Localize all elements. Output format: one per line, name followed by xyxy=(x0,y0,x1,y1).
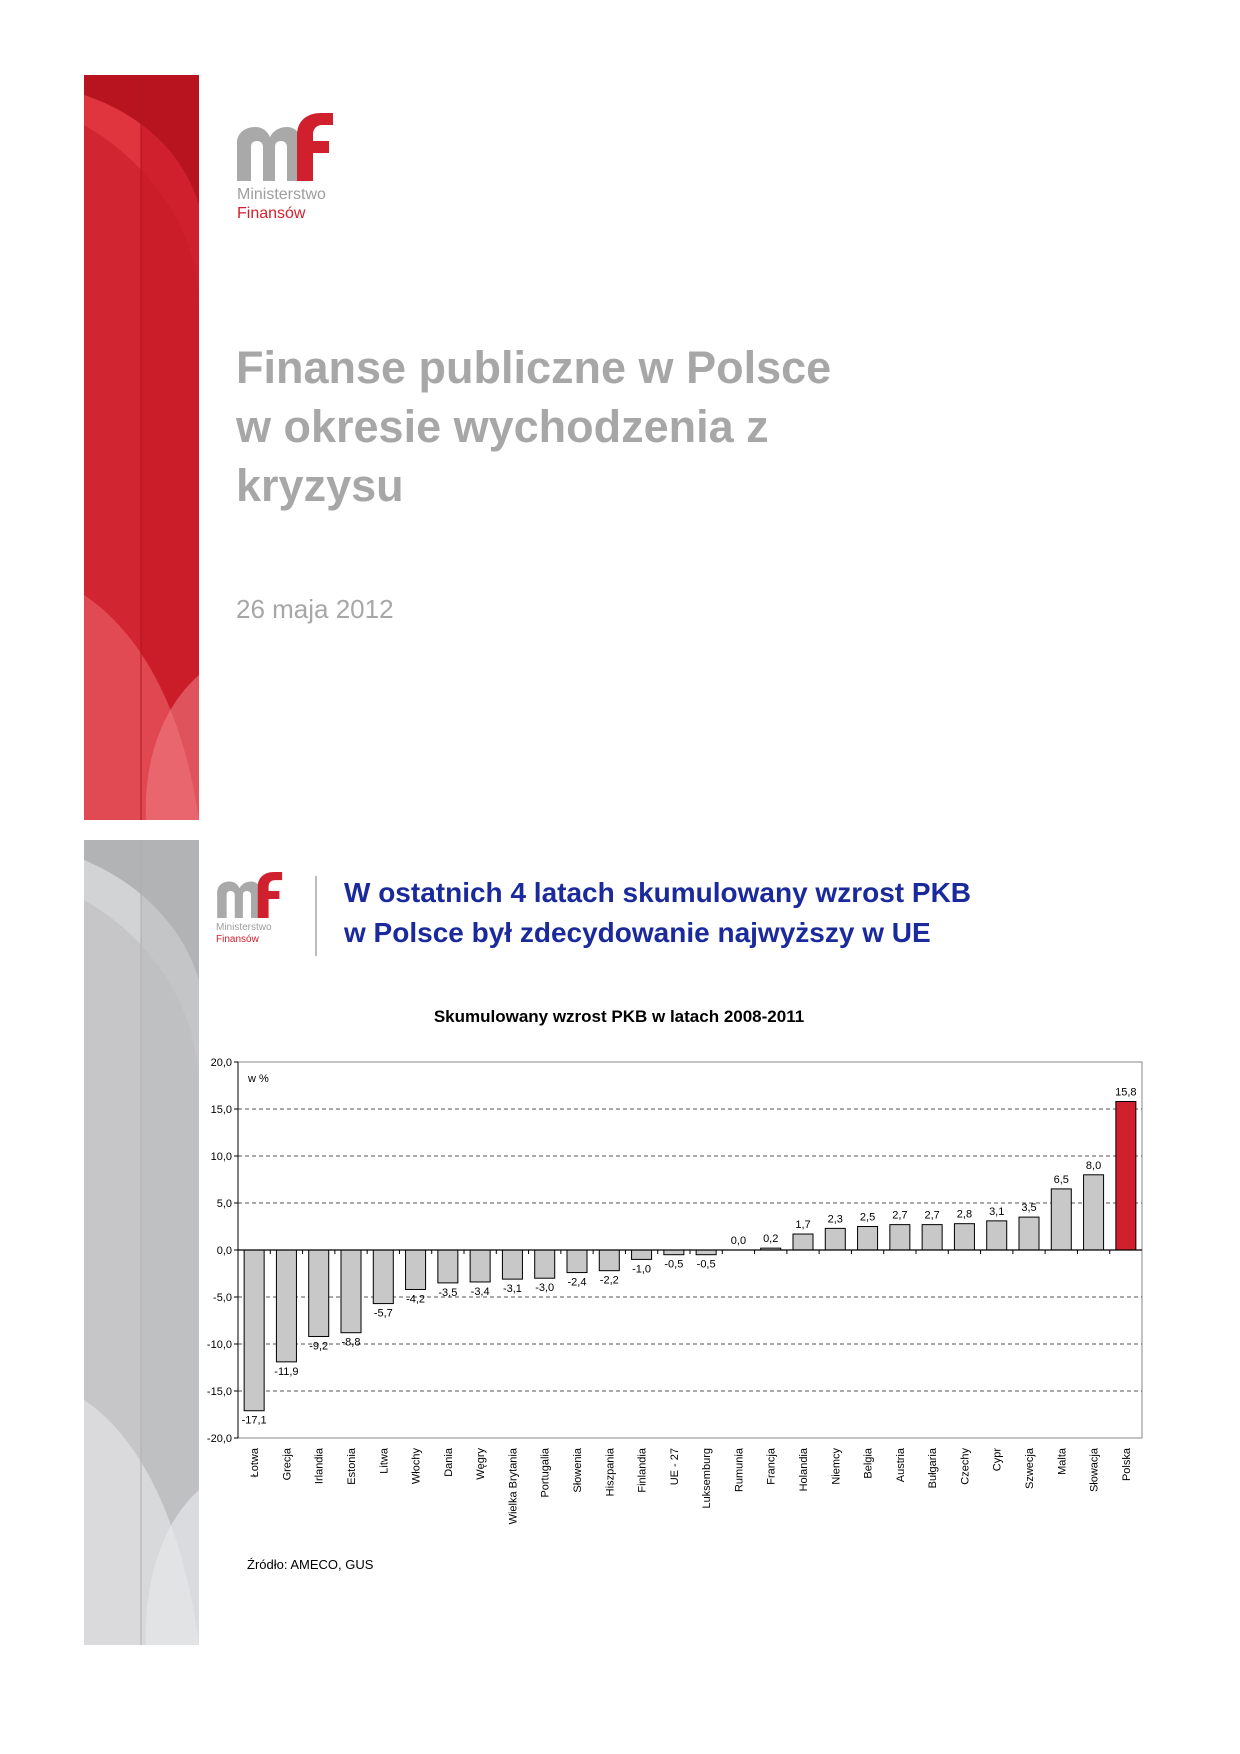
category-label: Litwa xyxy=(378,1448,391,1474)
category-label: Estonia xyxy=(346,1448,358,1485)
category-label: Słowenia xyxy=(572,1448,584,1493)
category-label: Austria xyxy=(894,1448,907,1483)
bar xyxy=(276,1250,296,1362)
value-label: 1,7 xyxy=(795,1219,811,1232)
category-label: Francja xyxy=(765,1448,778,1485)
category-label: Grecja xyxy=(281,1448,294,1481)
bar xyxy=(406,1250,426,1289)
category-label: Malta xyxy=(1056,1448,1069,1475)
y-tick-label: 10,0 xyxy=(210,1151,232,1163)
logo-line1: Ministerstwo xyxy=(216,922,272,933)
logo-line2: Finansów xyxy=(216,934,259,945)
value-label: -3,5 xyxy=(438,1286,458,1299)
value-label: -9,2 xyxy=(309,1340,329,1353)
value-label: 15,8 xyxy=(1115,1086,1137,1099)
y-tick-label: -15,0 xyxy=(206,1386,232,1398)
bar xyxy=(1116,1101,1136,1250)
value-label: -3,0 xyxy=(535,1282,555,1295)
value-label: 0,0 xyxy=(730,1235,747,1247)
y-tick-label: 15,0 xyxy=(210,1104,232,1116)
value-label: -3,1 xyxy=(502,1283,522,1296)
bar xyxy=(987,1221,1007,1250)
category-label: Irlandia xyxy=(313,1448,326,1485)
category-label: Włochy xyxy=(410,1448,423,1485)
value-label: -2,2 xyxy=(599,1274,619,1287)
logo-line1: Ministerstwo xyxy=(237,186,326,203)
bar xyxy=(954,1224,974,1250)
value-label: 2,7 xyxy=(892,1209,908,1222)
bar xyxy=(922,1225,942,1250)
bar xyxy=(599,1250,619,1271)
category-label: Polska xyxy=(1120,1448,1133,1482)
bar xyxy=(890,1225,910,1250)
bar xyxy=(567,1250,587,1273)
bar xyxy=(1051,1189,1071,1250)
bar xyxy=(309,1250,329,1336)
category-label: Portugalia xyxy=(539,1448,552,1498)
bar xyxy=(696,1250,716,1255)
red-band-graphic xyxy=(84,75,199,820)
category-label: Belgia xyxy=(862,1448,875,1479)
value-label: -1,0 xyxy=(632,1263,652,1276)
bar xyxy=(858,1227,878,1251)
value-label: 2,8 xyxy=(956,1208,973,1221)
value-label: -2,4 xyxy=(567,1276,587,1289)
value-label: -8,8 xyxy=(341,1336,361,1349)
bar xyxy=(502,1250,522,1279)
title-line: w okresie wychodzenia z xyxy=(236,401,769,452)
value-label: 0,2 xyxy=(763,1233,779,1246)
value-label: 2,3 xyxy=(827,1213,843,1226)
y-tick-label: 5,0 xyxy=(216,1198,232,1210)
gdp-growth-bar-chart xyxy=(194,1050,1154,1560)
category-label: Słowacja xyxy=(1088,1448,1101,1493)
category-label: Holandia xyxy=(798,1448,810,1492)
category-label: UE - 27 xyxy=(668,1448,681,1486)
y-tick-label: -5,0 xyxy=(213,1292,232,1304)
category-label: Węgry xyxy=(475,1448,488,1480)
value-label: -3,4 xyxy=(470,1285,490,1298)
category-label: Wielka Brytania xyxy=(507,1448,520,1525)
y-tick-label: -20,0 xyxy=(206,1433,232,1445)
chart-slide xyxy=(84,840,1154,1645)
category-label: Niemcy xyxy=(830,1448,843,1485)
title-line: kryzysu xyxy=(236,460,404,511)
title-line: W ostatnich 4 latach skumulowany wzrost PKB xyxy=(344,877,972,908)
logo-line2: Finansów xyxy=(237,205,306,222)
bar xyxy=(1019,1217,1039,1250)
bar xyxy=(244,1250,264,1411)
value-label: 2,5 xyxy=(859,1211,876,1224)
red-side-band xyxy=(84,75,199,820)
grey-band-graphic xyxy=(84,840,199,1645)
bar xyxy=(825,1228,845,1250)
category-label: Bułgaria xyxy=(927,1448,940,1489)
title-line: w Polsce był zdecydowanie najwyższy w UE xyxy=(344,917,931,948)
category-label: Czechy xyxy=(959,1448,972,1485)
bar xyxy=(341,1250,361,1333)
category-label: Łotwa xyxy=(249,1448,262,1478)
bar xyxy=(373,1250,393,1304)
bar xyxy=(470,1250,490,1282)
bar xyxy=(664,1250,684,1255)
slide-title xyxy=(344,873,971,953)
mf-logo-icon xyxy=(216,872,286,918)
value-label: 8,0 xyxy=(1085,1159,1102,1172)
source-note: Źródło: AMECO, GUS xyxy=(247,1557,374,1572)
value-label: -0,5 xyxy=(664,1258,684,1271)
value-label: -4,2 xyxy=(406,1293,426,1306)
grey-side-band xyxy=(84,840,199,1645)
chart-title: Skumulowany wzrost PKB w latach 2008-2011 xyxy=(433,1007,805,1026)
title-slide xyxy=(84,75,1154,820)
value-label: -0,5 xyxy=(696,1258,716,1271)
value-label: -11,9 xyxy=(274,1365,299,1378)
presentation-date: 26 maja 2012 xyxy=(236,594,394,624)
category-label: Cypr xyxy=(991,1448,1004,1472)
bar xyxy=(632,1250,652,1259)
category-label: Finlandia xyxy=(636,1448,649,1493)
y-tick-label: 20,0 xyxy=(210,1057,232,1069)
mf-logo-icon xyxy=(237,113,337,181)
unit-label: w % xyxy=(248,1073,269,1085)
category-label: Luksemburg xyxy=(701,1448,714,1509)
bar xyxy=(1084,1175,1104,1250)
bar xyxy=(793,1234,813,1250)
title-line: Finanse publiczne w Polsce xyxy=(236,342,832,393)
y-tick-label: -10,0 xyxy=(206,1339,232,1351)
value-label: -5,7 xyxy=(373,1307,393,1320)
bar xyxy=(535,1250,555,1278)
category-label: Dania xyxy=(442,1448,455,1477)
category-label: Rumunia xyxy=(733,1448,746,1493)
ministry-logo-small xyxy=(216,872,306,952)
y-tick-label: 0,0 xyxy=(216,1245,232,1257)
header-divider xyxy=(315,876,317,956)
value-label: 6,5 xyxy=(1053,1173,1069,1186)
bar xyxy=(438,1250,458,1283)
value-label: 2,7 xyxy=(924,1209,940,1222)
value-label: -17,1 xyxy=(241,1414,267,1427)
ministry-logo xyxy=(237,113,377,233)
category-label: Szwecja xyxy=(1024,1448,1036,1489)
presentation-title xyxy=(236,338,996,515)
category-label: Hiszpania xyxy=(604,1448,617,1497)
value-label: 3,5 xyxy=(1021,1202,1037,1215)
value-label: 3,1 xyxy=(989,1205,1005,1218)
